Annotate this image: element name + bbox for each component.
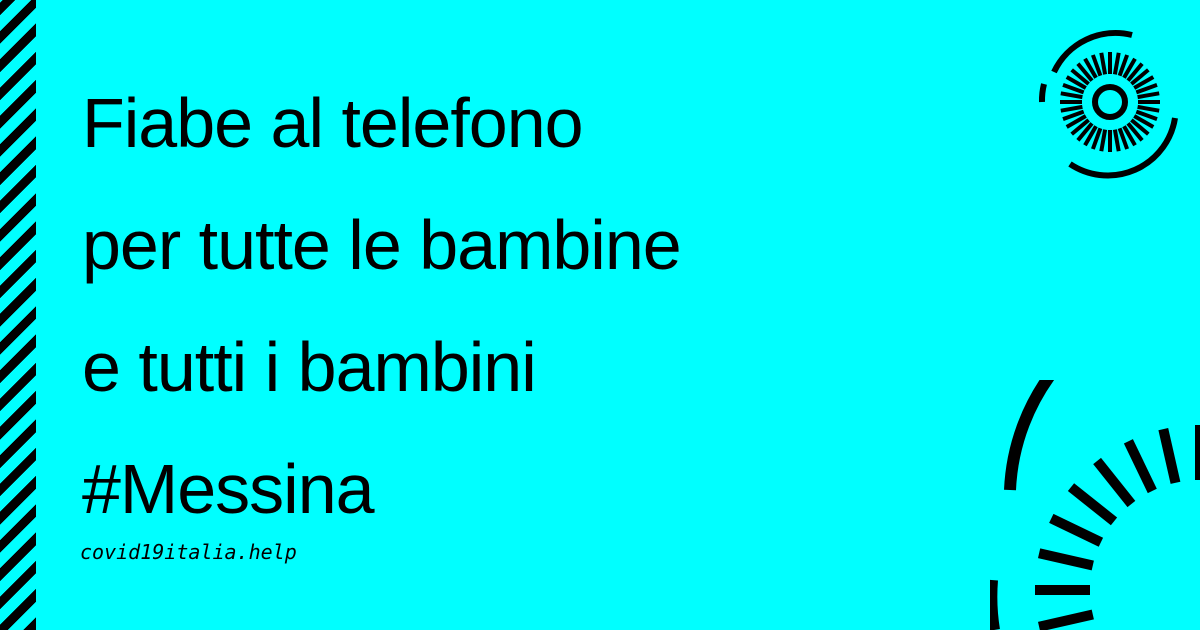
headline-line-1: Fiabe al telefono xyxy=(82,84,583,162)
headline-hashtag: #Messina xyxy=(82,450,374,528)
headline-line-2: per tutte le bambine xyxy=(82,206,681,284)
headline xyxy=(82,62,681,550)
headline-line-3: e tutti i bambini xyxy=(82,328,536,406)
large-dial-icon xyxy=(990,380,1200,630)
striped-border xyxy=(0,0,36,630)
radial-dial-icon xyxy=(1030,22,1190,182)
site-url: covid19italia.help xyxy=(80,540,297,564)
